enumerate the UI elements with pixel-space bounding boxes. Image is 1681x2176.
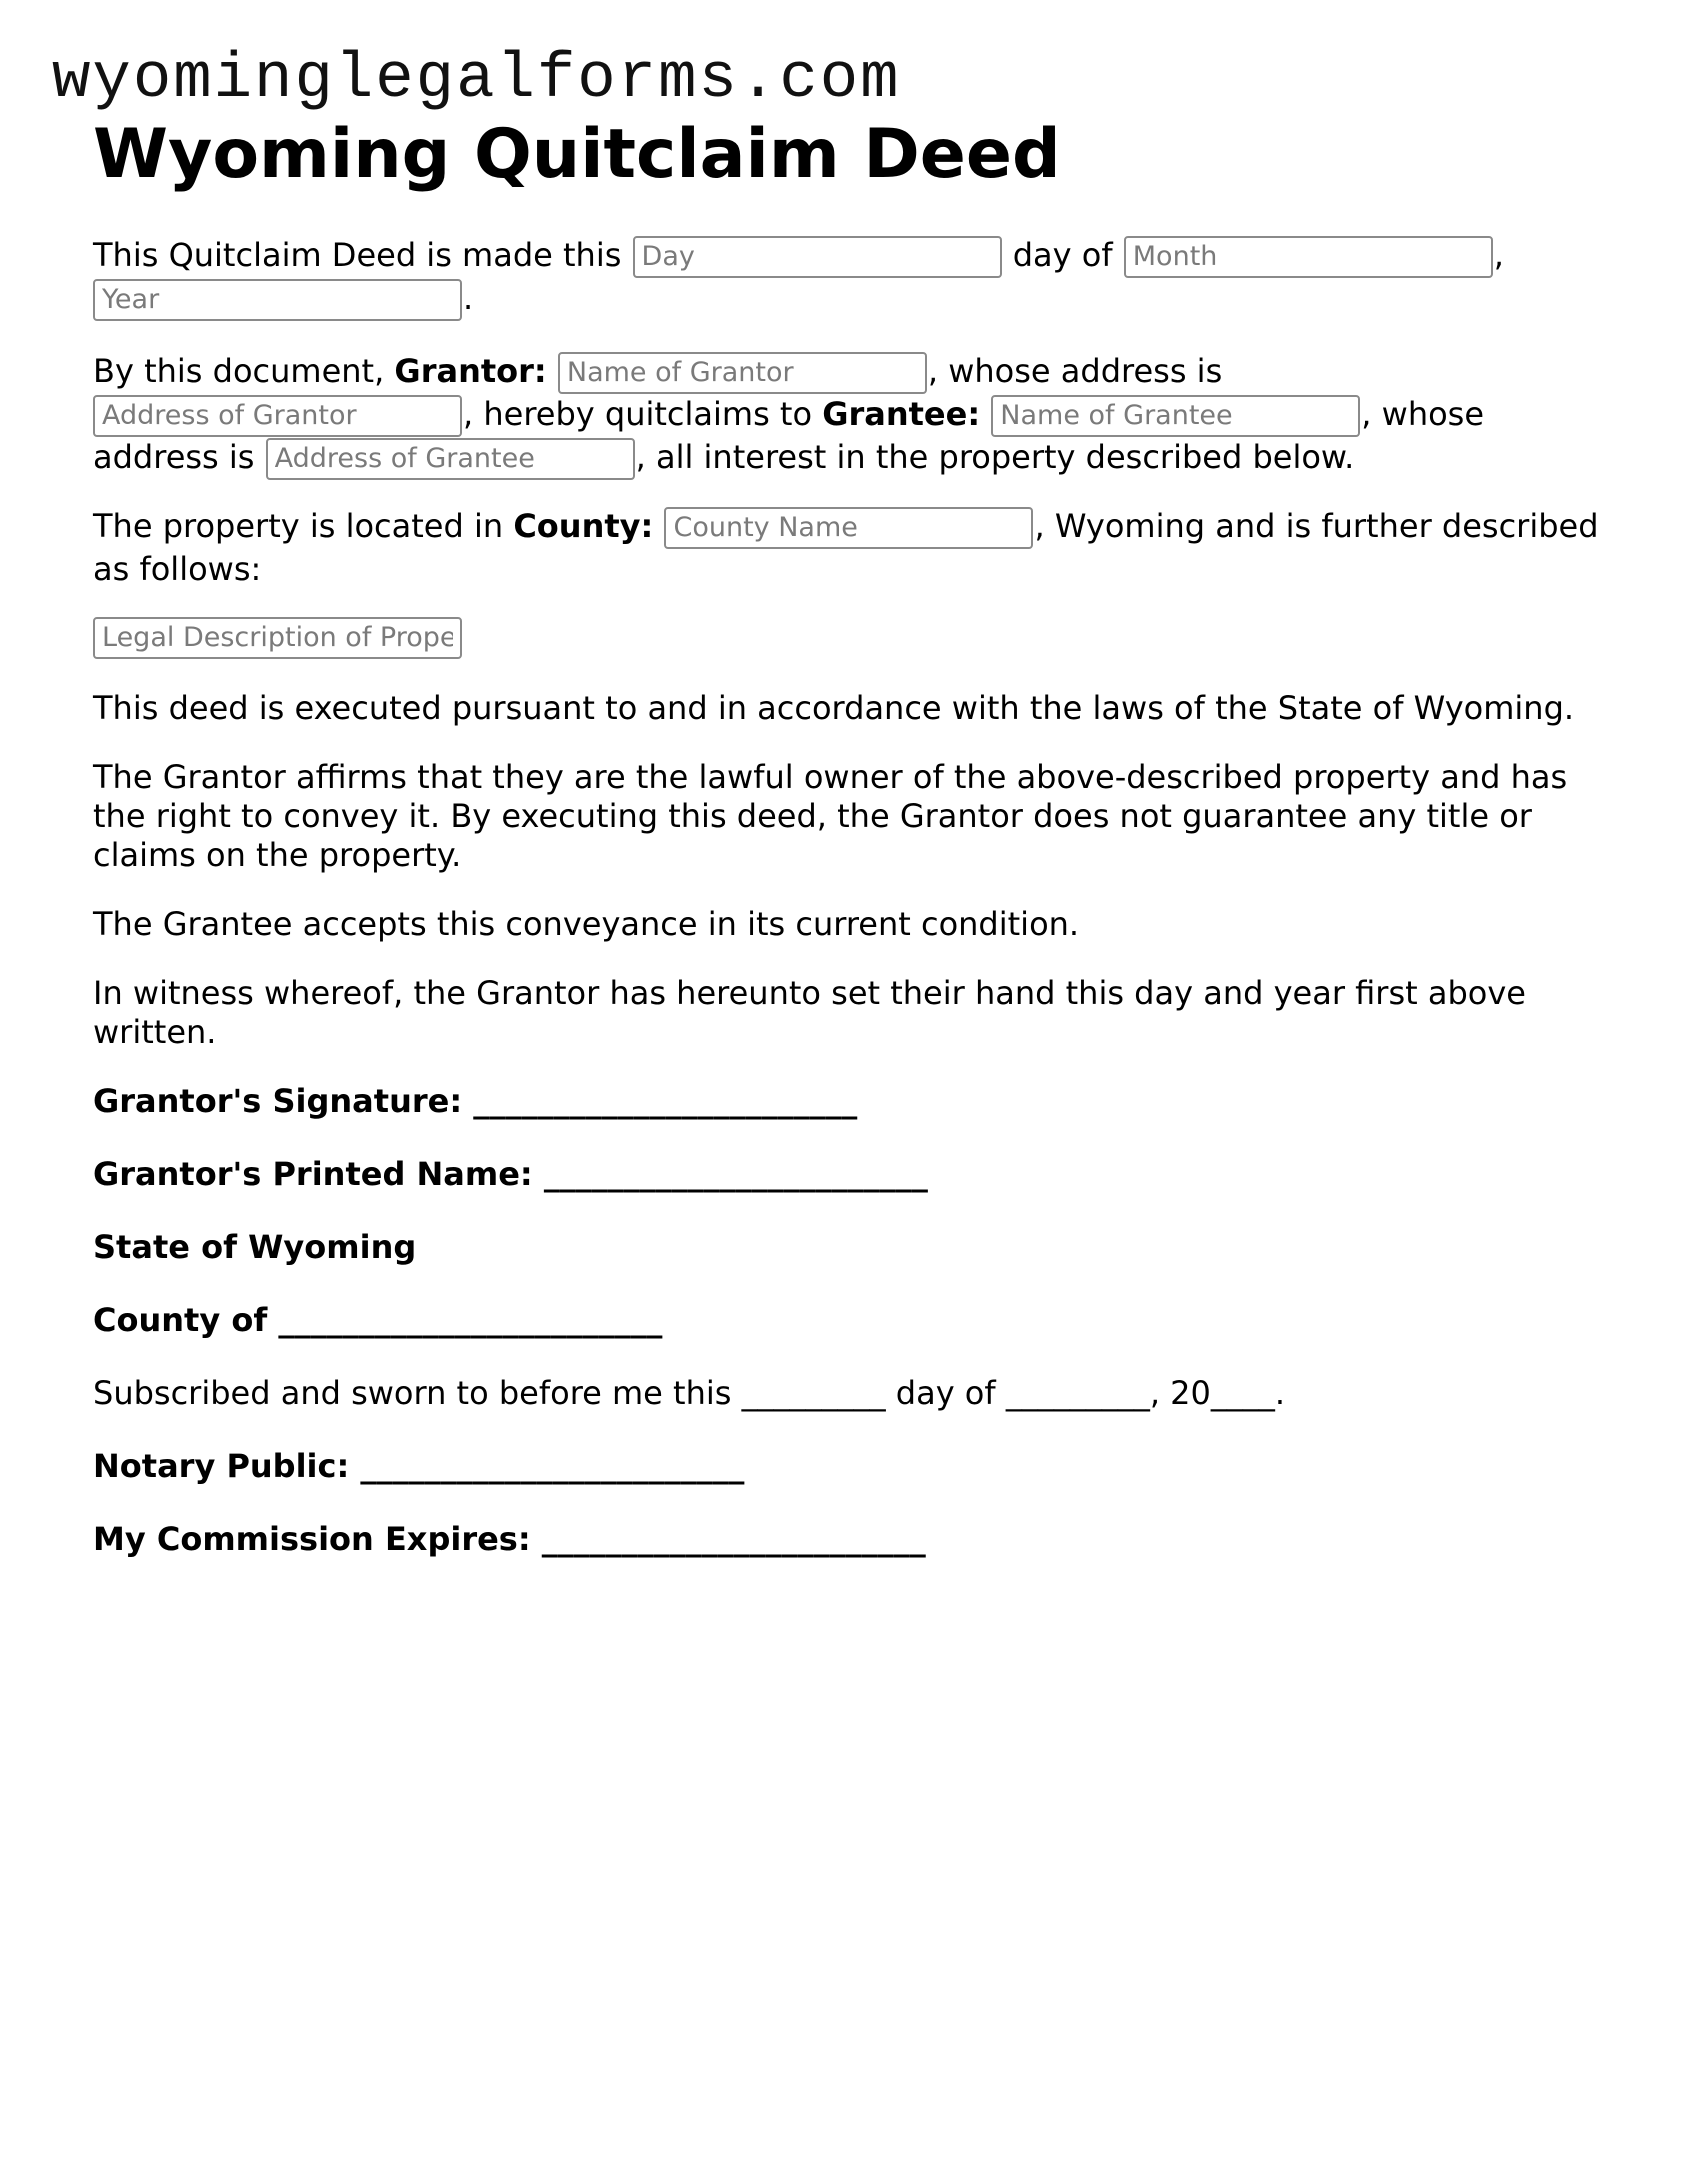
county-label: County: — [513, 506, 654, 545]
acceptance-paragraph: The Grantee accepts this conveyance in its current condition. — [93, 904, 1080, 943]
month-input[interactable] — [1124, 236, 1493, 278]
grantor-name-input[interactable] — [558, 352, 927, 394]
grantor-label: Grantor: — [394, 351, 547, 390]
location-paragraph — [93, 506, 1603, 589]
intro-period: . — [463, 278, 474, 317]
page-title: Wyoming Quitclaim Deed — [93, 115, 1061, 194]
grantee-label: Grantee: — [822, 394, 981, 433]
parties-text-whose-address: , whose address is — [93, 394, 1485, 476]
commission-expires-line: My Commission Expires: ________________________ — [93, 1519, 926, 1558]
parties-paragraph — [93, 351, 1603, 480]
parties-text-quitclaims: , hereby quitclaims to — [463, 394, 823, 433]
grantee-name-input[interactable] — [991, 395, 1360, 437]
intro-comma: , — [1493, 235, 1504, 274]
signature-section — [93, 1082, 1603, 1559]
parties-text-start: By this document, — [93, 351, 395, 390]
site-watermark: wyominglegalforms.com — [52, 44, 901, 116]
grantor-printed-name-line: Grantor's Printed Name: ________________________ — [93, 1154, 928, 1193]
county-name-input[interactable] — [664, 507, 1033, 549]
notary-public-line: Notary Public: ________________________ — [93, 1446, 745, 1485]
intro-text-mid: day of — [1012, 235, 1113, 274]
legal-description-row — [93, 617, 1603, 659]
grantor-address-input[interactable] — [93, 395, 462, 437]
location-text-start: The property is located in — [93, 506, 514, 545]
grantee-address-input[interactable] — [266, 438, 635, 480]
intro-paragraph — [93, 235, 1603, 321]
sworn-line: Subscribed and sworn to before me this _________ day of _________, 20____. — [93, 1373, 1286, 1412]
witness-paragraph: In witness whereof, the Grantor has hereunto set their hand this day and year first above written. — [93, 973, 1526, 1051]
grantor-signature-line: Grantor's Signature: ________________________ — [93, 1081, 858, 1120]
laws-paragraph: This deed is executed pursuant to and in accordance with the laws of the State of Wyoming. — [93, 688, 1575, 727]
county-line: County of ________________________ — [93, 1300, 663, 1339]
affirmation-paragraph: The Grantor affirms that they are the lawful owner of the above-described property and has the right to convey it. By executing this deed, the Grantor does not guarantee any title or claims on the property. — [93, 757, 1568, 874]
legal-description-input[interactable] — [93, 617, 462, 659]
location-text-end: , Wyoming and is further described as follows: — [93, 506, 1599, 588]
day-input[interactable] — [633, 236, 1002, 278]
year-input[interactable] — [93, 279, 462, 321]
state-label: State of Wyoming — [93, 1227, 417, 1266]
document-body — [93, 115, 1603, 1593]
parties-text-end: , all interest in the property described below. — [635, 437, 1355, 476]
intro-text-before: This Quitclaim Deed is made this — [93, 235, 622, 274]
parties-text-whose: , whose address is — [927, 351, 1223, 390]
